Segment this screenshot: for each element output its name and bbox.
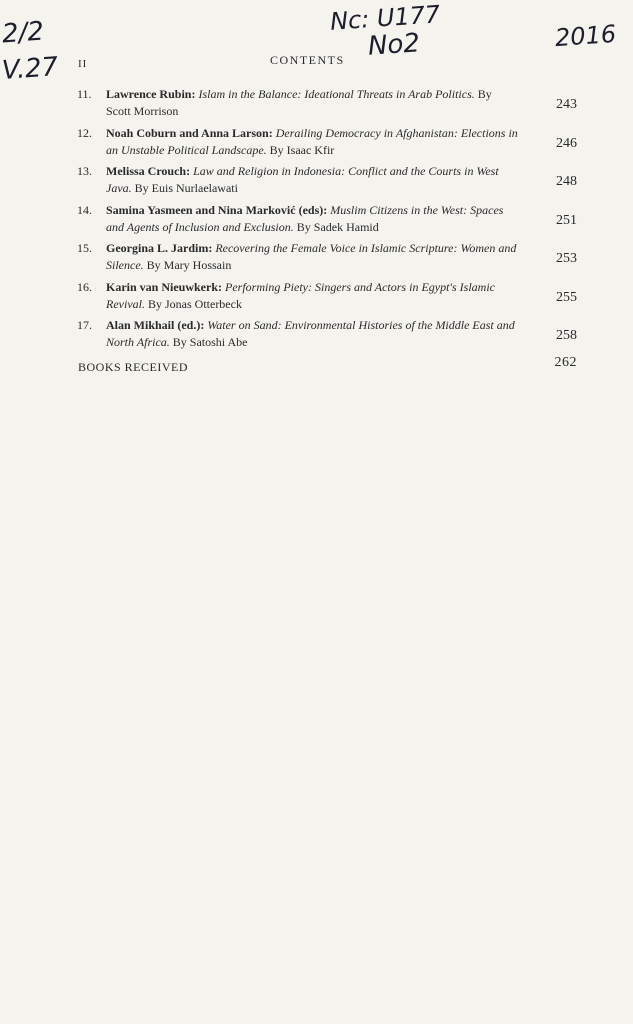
contents-entry: [77, 86, 577, 125]
entry-reviewer: By Scott Morrison: [106, 87, 492, 118]
entry-page: 255: [556, 289, 577, 305]
entry-author: Karin van Nieuwkerk:: [106, 279, 223, 294]
entry-title: Performing Piety: Singers and Actors in Egypt's Islamic Revival.: [106, 279, 495, 311]
contents-list: [77, 86, 577, 356]
entry-number: 17.: [77, 318, 92, 332]
entry-title: Derailing Democracy in Afghanistan: Elections in an Unstable Political Landscape.: [106, 125, 518, 157]
books-received-page: 262: [554, 355, 577, 370]
entry-page: 253: [556, 251, 577, 266]
entry-reviewer: By Satoshi Abe: [172, 335, 248, 349]
entry-text: [106, 279, 519, 313]
entry-number: 11.: [77, 87, 92, 101]
entry-reviewer: By Isaac Kfir: [269, 142, 335, 157]
entry-text: [106, 240, 519, 274]
entry-number: 13.: [77, 164, 92, 178]
entry-title: Water on Sand: Environmental Histories of the Middle East and North Africa.: [106, 318, 515, 349]
entry-page: 248: [556, 174, 577, 189]
entry-number: 12.: [77, 125, 92, 140]
books-received-label: BOOKS RECEIVED: [78, 360, 189, 374]
entry-title: Law and Religion in Indonesia: Conflict and the Courts in West Java.: [106, 164, 499, 195]
entry-text: [106, 317, 519, 351]
entry-author: Alan Mikhail (ed.):: [106, 318, 205, 332]
entry-author: Noah Coburn and Anna Larson:: [106, 125, 273, 140]
handwritten-year: 2016: [554, 19, 617, 53]
entry-text: [106, 163, 519, 197]
entry-reviewer: By Jonas Otterbeck: [147, 296, 242, 311]
entry-title: Muslim Citizens in the West: Spaces and Agents of Inclusion and Exclusion.: [106, 202, 504, 234]
handwritten-volume-mark: V.27: [1, 52, 60, 86]
entry-author: Lawrence Rubin:: [106, 87, 196, 101]
handwritten-accession-number: Nc: U177: [329, 0, 442, 36]
running-head: CONTENTS: [270, 53, 345, 67]
entry-page: 258: [556, 328, 577, 343]
entry-reviewer: By Euis Nurlaelawati: [134, 181, 238, 195]
entry-number: 14.: [77, 202, 92, 217]
entry-author: Melissa Crouch:: [106, 164, 191, 178]
contents-entry: [77, 317, 577, 356]
handwritten-shelf-mark: 2/2: [1, 16, 45, 50]
entry-page: 243: [556, 97, 577, 112]
entry-author: Samina Yasmeen and Nina Marković (eds):: [106, 202, 328, 217]
entry-text: [106, 125, 519, 159]
contents-entry: [77, 125, 577, 164]
entry-text: [106, 86, 519, 120]
contents-entry: [77, 202, 577, 241]
books-received: [78, 355, 577, 375]
entry-page: 246: [556, 135, 577, 151]
folio-number: II: [78, 58, 88, 70]
entry-page: 251: [556, 212, 577, 228]
contents-entry: [77, 163, 577, 202]
entry-text: [106, 202, 519, 236]
contents-entry: [77, 279, 577, 318]
entry-author: Georgina L. Jardim:: [106, 241, 213, 255]
entry-title: Recovering the Female Voice in Islamic Scripture: Women and Silence.: [106, 241, 517, 272]
entry-reviewer: By Sadek Hamid: [296, 219, 379, 234]
entry-reviewer: By Mary Hossain: [146, 258, 232, 272]
entry-number: 16.: [77, 279, 92, 294]
entry-number: 15.: [77, 241, 92, 255]
entry-title: Islam in the Balance: Ideational Threats in Arab Politics.: [198, 87, 475, 101]
contents-entry: [77, 240, 577, 279]
handwritten-issue-number: No2: [367, 28, 421, 62]
